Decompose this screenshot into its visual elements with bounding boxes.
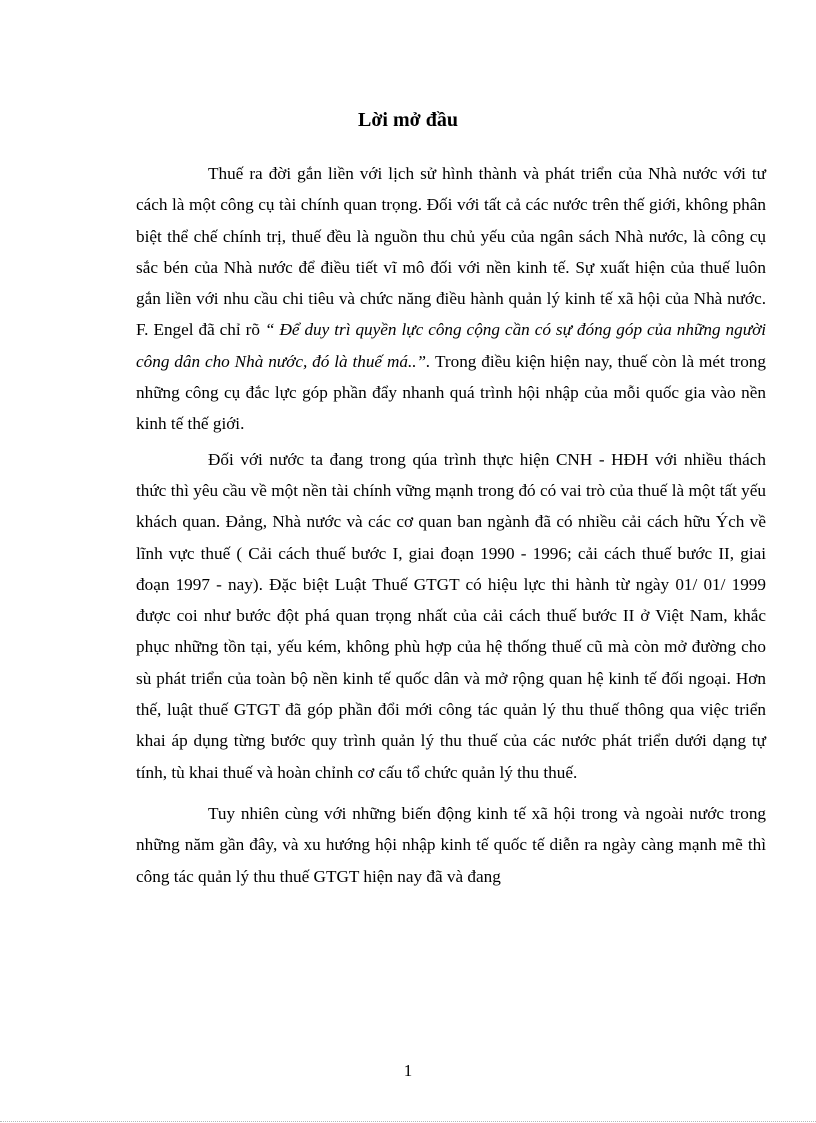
paragraph-1 <box>136 158 766 440</box>
page-bottom-divider <box>0 1121 816 1122</box>
paragraph-1-text-continued: Trong điều kiện hiện nay, thuế còn là mét trong những công cụ đắc lực góp phần đẩy nhanh quá trình hội nhập của mỗi quốc gia vào nền kinh tế thế giới. <box>136 351 766 434</box>
paragraph-1-text: Thuế ra đời gắn liền với lịch sử hình thành và phát triển của Nhà nước với tư cách là một công cụ tài chính quan trọng. Đối với tất cả các nước trên thế giới, không phân biệt thể chế chính trị, thuế đều là nguồn thu chủ yếu của ngân sách Nhà nước, là công cụ sắc bén của Nhà nước để điều tiết vĩ mô đối với nền kinh tế. Sự xuất hiện của thuế luôn gắn liền với nhu cầu chi tiêu và chức năng điều hành quản lý kinh tế xã hội của Nhà nước. F. Engel đã chỉ rõ <box>136 164 766 340</box>
page-number: 1 <box>403 1061 413 1080</box>
page-title: Lời mở đầu <box>358 109 458 132</box>
paragraph-2: Đối với nước ta đang trong qúa trình thực hiện CNH - HĐH với nhiều thách thức thì yêu cầu về một nền tài chính vững mạnh trong đó có vai trò của thuế là một tất yếu khách quan. Đảng, Nhà nước và các cơ quan ban ngành đã có nhiều cải cách hữu Ých về lĩnh vực thuế ( Cải cách thuế bước I, giai đoạn 1990 - 1996; cải cách thuế bước II, giai đoạn 1997 - nay). Đặc biệt Luật Thuế GTGT có hiệu lực thi hành từ ngày 01/ 01/ 1999 được coi như bước đột phá quan trọng nhất của cải cách thuế bước II ở Việt Nam, khắc phục những tồn tại, yếu kém, không phù hợp của hệ thống thuế cũ mà còn mở đường cho sù phát triển của toàn bộ nền kinh tế quốc dân và mở rộng quan hệ kinh tế đối ngoại. Hơn thế, luật thuế GTGT đã góp phần đổi mới công tác quản lý thu thuế thông qua việc triển khai áp dụng từng bước quy trình quản lý thu thuế của các nước phát triển dưới dạng tự tính, tù khai thuế và hoàn chỉnh cơ cấu tổ chức quản lý thu thuế. <box>136 449 766 782</box>
paragraph-3: Tuy nhiên cùng với những biến động kinh tế xã hội trong và ngoài nước trong những năm gần đây, và xu hướng hội nhập kinh tế quốc tế diễn ra ngày càng mạnh mẽ thì công tác quản lý thu thuế GTGT hiện nay đã và đang <box>136 803 766 886</box>
document-body <box>136 158 766 892</box>
engels-quote: “ Để duy trì quyền lực công cộng cần có sự đóng góp của những người công dân cho Nhà nước, đó là thuế má..”. <box>136 320 767 371</box>
